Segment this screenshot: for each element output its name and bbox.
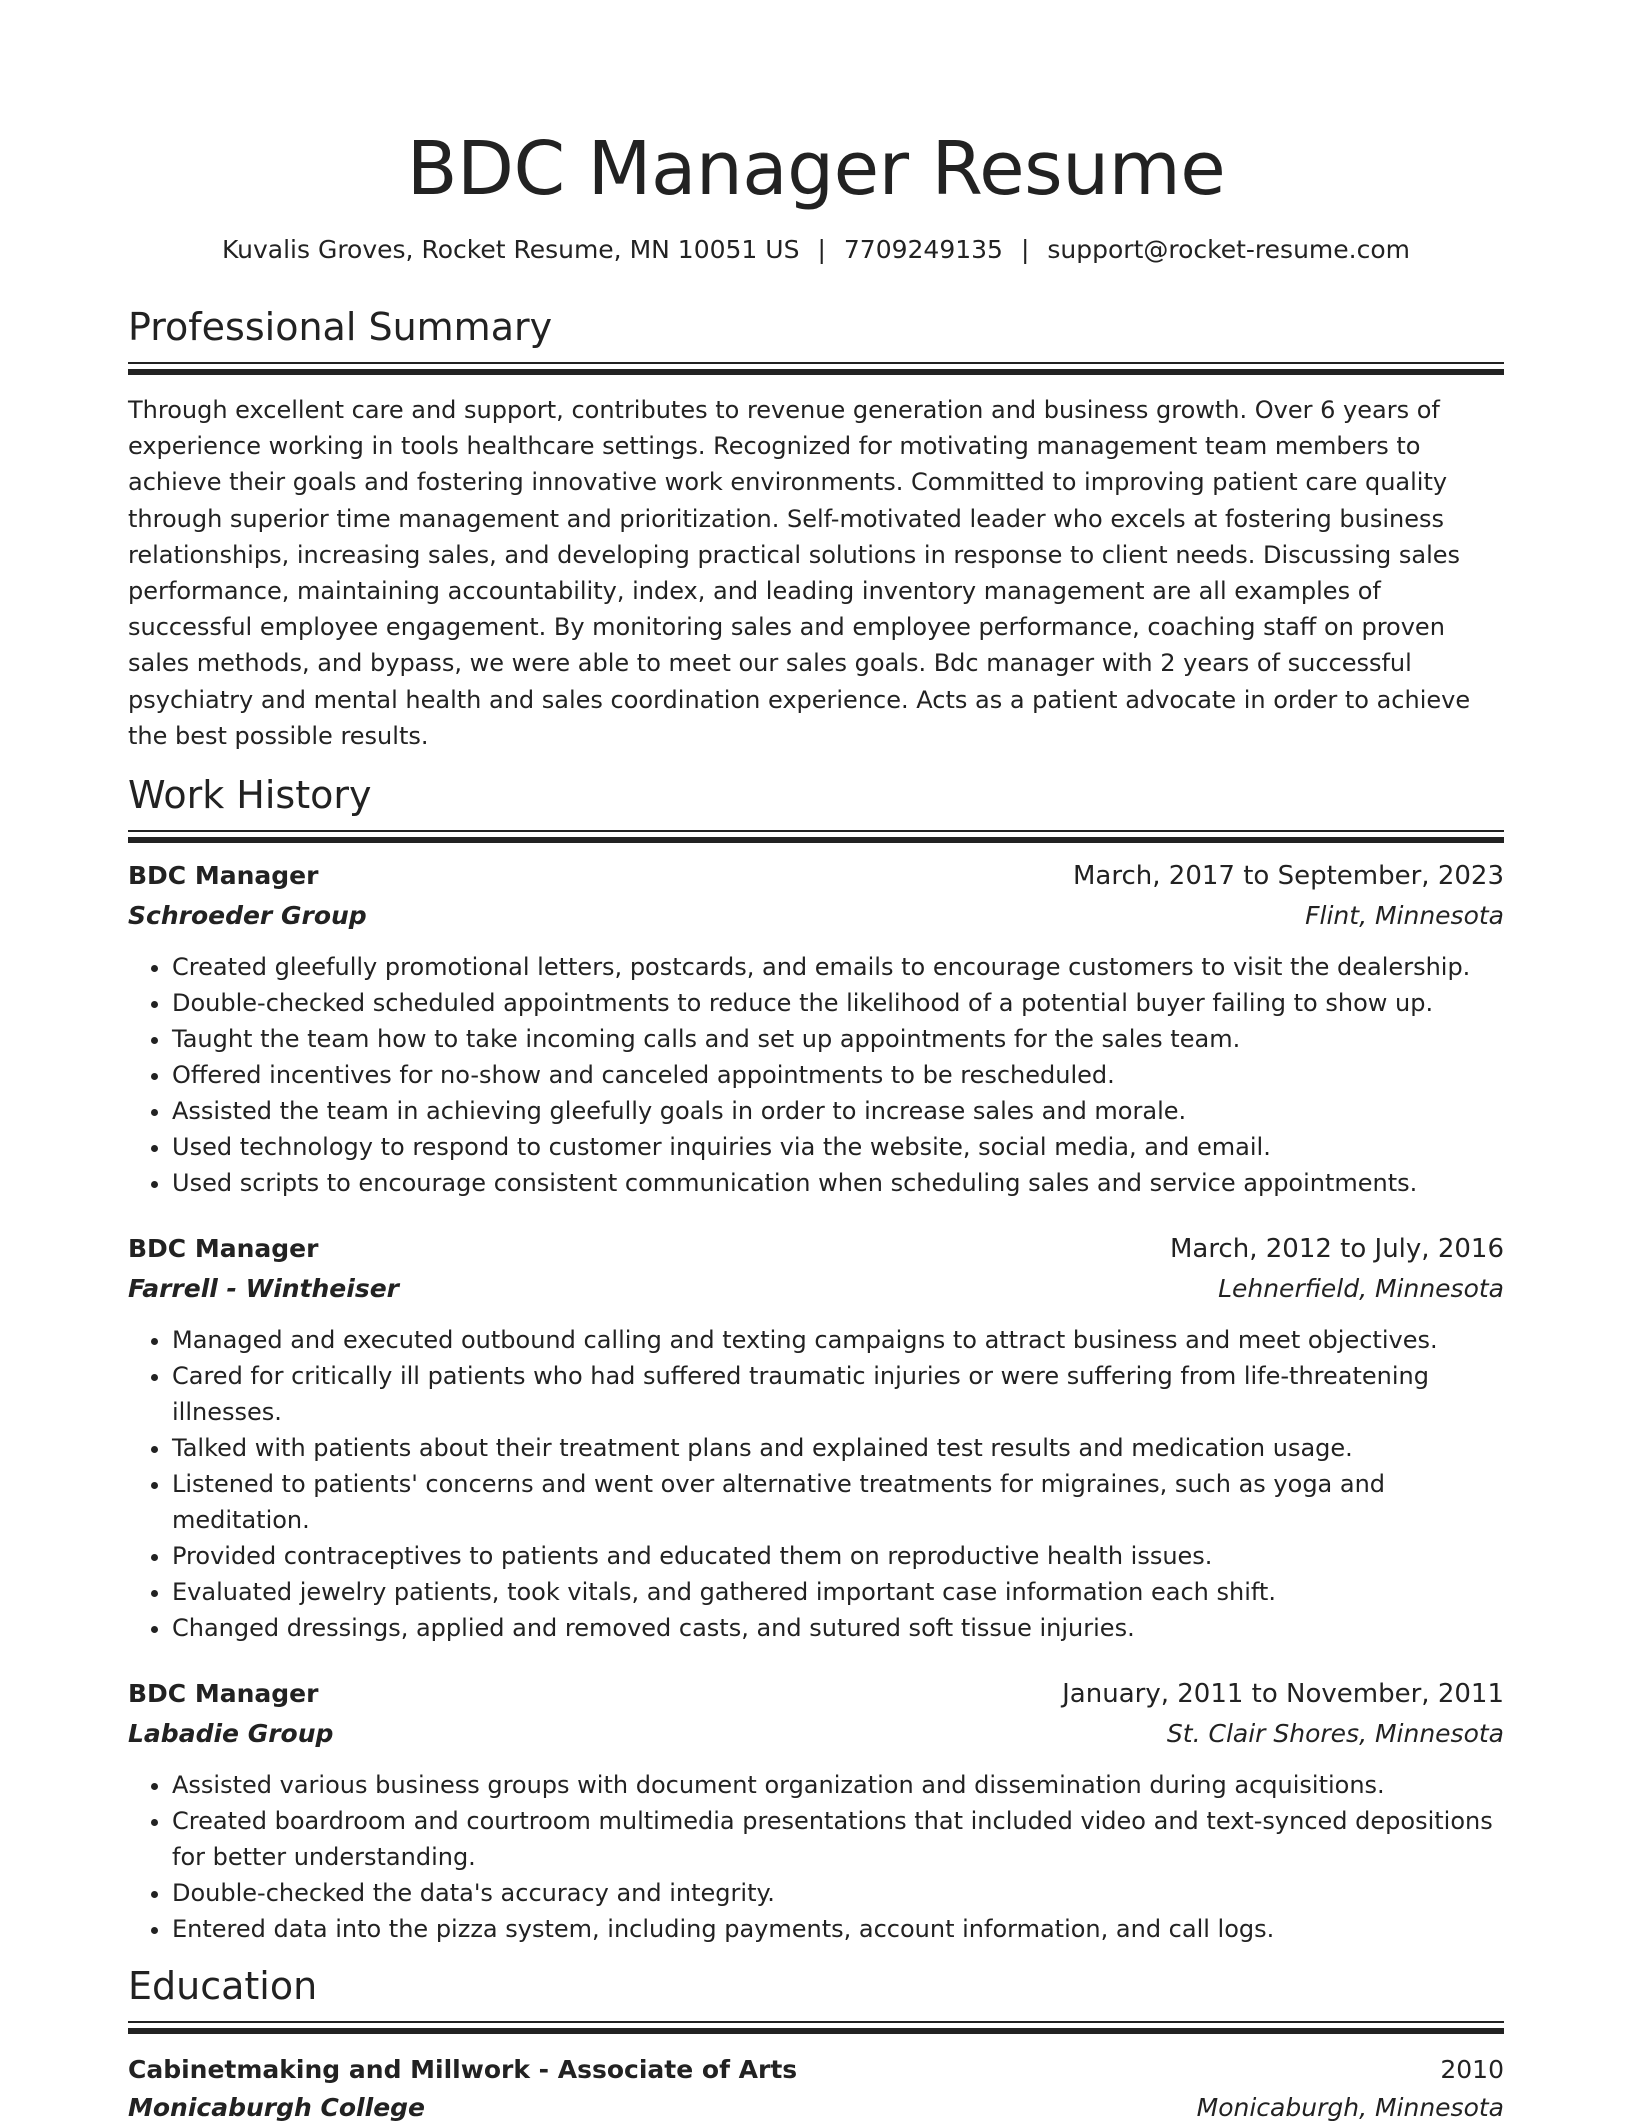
job-employer-row xyxy=(128,1269,1504,1308)
job-bullet: • Entered data into the pizza system, including payments, account information, and call logs. xyxy=(172,1911,1504,1947)
section-divider xyxy=(128,2021,1504,2035)
education-year: 2010 xyxy=(1440,2055,1504,2085)
summary-text: Through excellent care and support, contributes to revenue generation and business growth. Over 6 years of experience working in tools healthcare settings. Recognized for motivating management team members to achieve their goals and fostering innovative work environments. Committed to improving patient care quality through superior time management and prioritization. Self-motivated leader who excels at fostering business relationships, increasing sales, and developing practical solutions in response to client needs. Discussing sales performance, maintaining accountability, index, and leading inventory management are all examples of successful employee engagement. By monitoring sales and employee performance, coaching staff on proven sales methods, and bypass, we were able to meet our sales goals. Bdc manager with 2 years of successful psychiatry and mental health and sales coordination experience. Acts as a patient advocate in order to achieve the best possible results. xyxy=(128,396,1471,750)
job-bullet: • Cared for critically ill patients who had suffered traumatic injuries or were suffering from life-threatening illnesses. xyxy=(172,1358,1504,1430)
job-bullet: • Taught the team how to take incoming calls and set up appointments for the sales team. xyxy=(172,1021,1504,1057)
contact-separator: | xyxy=(1020,235,1030,264)
job-bullet: • Double-checked the data's accuracy and integrity. xyxy=(172,1875,1504,1911)
contact-address: Kuvalis Groves, Rocket Resume, MN 10051 US xyxy=(221,235,800,264)
job-dates: March, 2017 to September, 2023 xyxy=(1073,861,1504,892)
contact-phone: 7709249135 xyxy=(843,235,1003,264)
job-bullet: • Double-checked scheduled appointments to reduce the likelihood of a potential buyer failing to show up. xyxy=(172,985,1504,1021)
job-employer: Schroeder Group xyxy=(128,901,367,931)
job-location: Flint, Minnesota xyxy=(1305,901,1504,931)
education-section xyxy=(128,1963,1504,2127)
job-dates: March, 2012 to July, 2016 xyxy=(1169,1234,1504,1265)
job-bullet: • Evaluated jewelry patients, took vitals, and gathered important case information each shift. xyxy=(172,1574,1504,1610)
education-header-row xyxy=(128,2051,1504,2089)
job-title: BDC Manager xyxy=(128,1679,319,1709)
job-bullet: • Talked with patients about their treatment plans and explained test results and medication usage. xyxy=(172,1430,1504,1466)
job-dates: January, 2011 to November, 2011 xyxy=(1062,1679,1504,1710)
job-location: St. Clair Shores, Minnesota xyxy=(1166,1719,1504,1749)
education-degree: Cabinetmaking and Millwork - Associate of Arts xyxy=(128,2055,798,2085)
job-location: Lehnerfield, Minnesota xyxy=(1218,1274,1504,1304)
job-employer-row xyxy=(128,896,1504,935)
job-header-row xyxy=(128,1229,1504,1269)
education-entry xyxy=(128,2051,1504,2127)
education-school: Monicaburgh College xyxy=(128,2093,425,2123)
job-header-row xyxy=(128,1674,1504,1714)
job-employer: Farrell - Wintheiser xyxy=(128,1274,399,1304)
job-bullet: • Used technology to respond to customer inquiries via the website, social media, and email. xyxy=(172,1129,1504,1165)
education-school-row xyxy=(128,2089,1504,2127)
section-divider xyxy=(128,830,1504,844)
job-bullet: • Provided contraceptives to patients and educated them on reproductive health issues. xyxy=(172,1538,1504,1574)
job-employer-row xyxy=(128,1714,1504,1753)
job-bullet: • Created boardroom and courtroom multimedia presentations that included video and text-synced depositions for better understanding. xyxy=(172,1803,1504,1875)
job-entry xyxy=(128,1674,1504,1947)
section-heading-education: Education xyxy=(128,1964,318,2009)
job-bullet: • Managed and executed outbound calling and texting campaigns to attract business and meet objectives. xyxy=(172,1322,1504,1358)
section-divider xyxy=(128,362,1504,376)
job-entry xyxy=(128,1229,1504,1646)
job-bullet: • Listened to patients' concerns and went over alternative treatments for migraines, such as yoga and meditation. xyxy=(172,1466,1504,1538)
section-heading-summary: Professional Summary xyxy=(128,305,553,349)
resume-page xyxy=(128,0,1504,2127)
work-history-section xyxy=(128,772,1504,1947)
job-bullet-list xyxy=(128,1767,1504,1947)
job-bullet: • Created gleefully promotional letters, postcards, and emails to encourage customers to visit the dealership. xyxy=(172,949,1504,985)
job-bullet: • Assisted the team in achieving gleefully goals in order to increase sales and morale. xyxy=(172,1093,1504,1129)
job-bullet: • Changed dressings, applied and removed casts, and sutured soft tissue injuries. xyxy=(172,1610,1504,1646)
education-location: Monicaburgh, Minnesota xyxy=(1196,2093,1504,2123)
job-bullet-list xyxy=(128,1322,1504,1646)
job-bullet: • Assisted various business groups with document organization and dissemination during acquisitions. xyxy=(172,1767,1504,1803)
contact-line xyxy=(128,234,1504,266)
job-bullet: • Offered incentives for no-show and canceled appointments to be rescheduled. xyxy=(172,1057,1504,1093)
job-entry xyxy=(128,856,1504,1201)
job-bullet: • Used scripts to encourage consistent communication when scheduling sales and service appointments. xyxy=(172,1165,1504,1201)
contact-email: support@rocket-resume.com xyxy=(1047,235,1410,264)
resume-title: BDC Manager Resume xyxy=(406,126,1226,212)
contact-separator: | xyxy=(817,235,826,264)
section-heading-work-history: Work History xyxy=(128,773,372,818)
job-title: BDC Manager xyxy=(128,861,319,891)
job-bullet-list xyxy=(128,949,1504,1201)
job-title: BDC Manager xyxy=(128,1234,319,1264)
summary-section xyxy=(128,304,1504,754)
job-header-row xyxy=(128,856,1504,896)
job-employer: Labadie Group xyxy=(128,1719,334,1749)
